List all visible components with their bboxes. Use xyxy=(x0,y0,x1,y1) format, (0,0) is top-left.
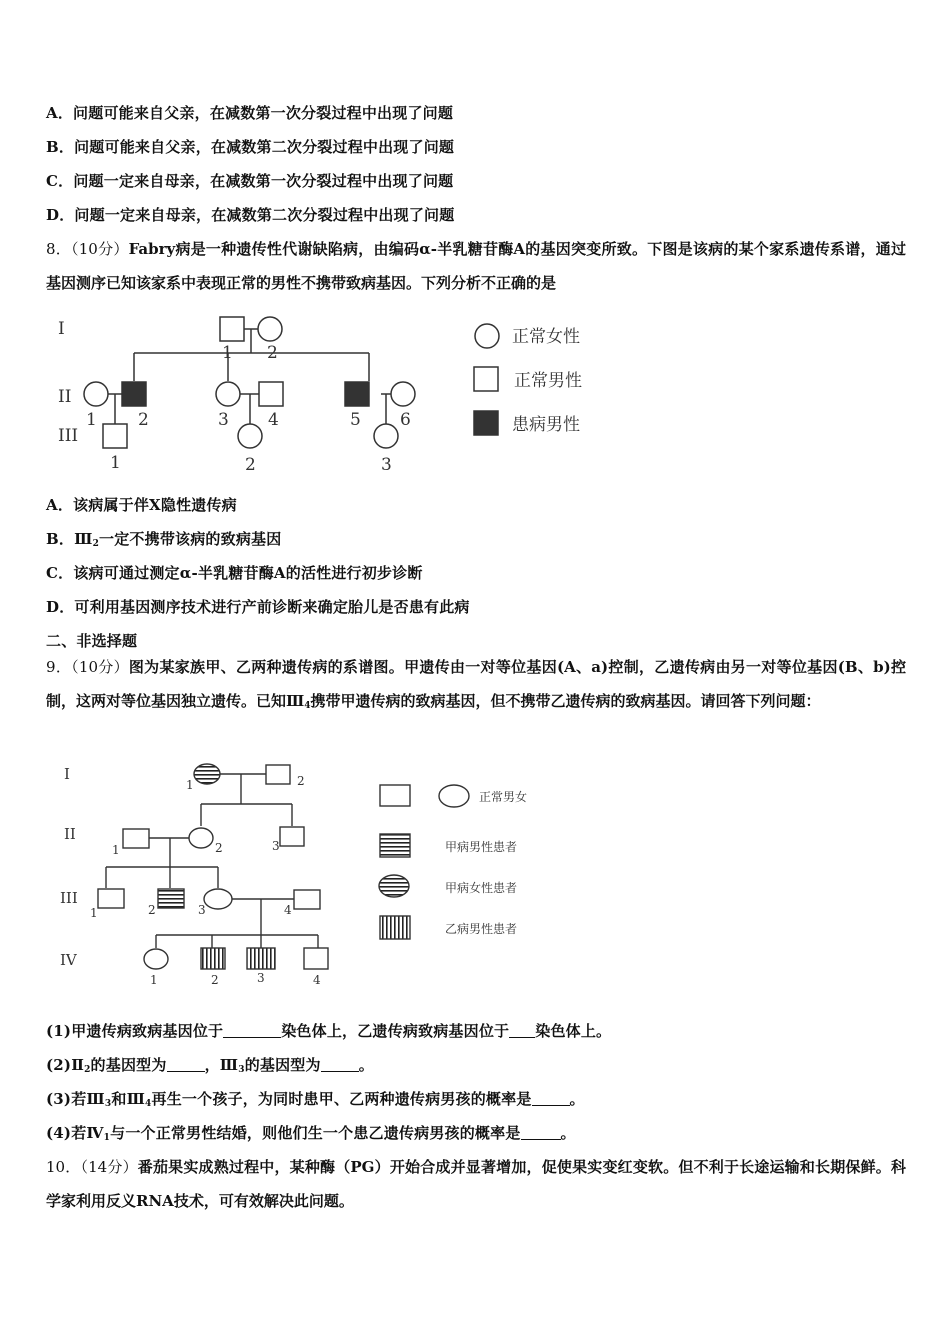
q9-III2-male-disease-a xyxy=(158,889,184,908)
svg-text:1: 1 xyxy=(90,906,98,920)
answer-blank[interactable] xyxy=(509,1023,535,1038)
svg-text:5: 5 xyxy=(350,410,361,430)
q9-gen-label-2: II xyxy=(64,825,76,843)
svg-text:1: 1 xyxy=(150,973,158,987)
q8-legend-label-female: 正常女性 xyxy=(512,327,580,347)
svg-text:3: 3 xyxy=(272,839,280,853)
svg-text:2: 2 xyxy=(297,774,305,788)
q8-legend-affected-symbol xyxy=(474,411,498,435)
q9-legend-label-normal: 正常男女 xyxy=(479,790,528,804)
q9-legend-disease-a-male-symbol xyxy=(380,834,410,857)
answer-blank[interactable] xyxy=(223,1023,281,1038)
q8-option-d: D．可利用基因测序技术进行产前诊断来确定胎儿是否患有此病 xyxy=(46,598,470,616)
q8-II4-male-normal xyxy=(259,382,283,406)
q8-I2-female-normal xyxy=(258,317,282,341)
q9-legend-label-disease-a-male: 甲病男性患者 xyxy=(445,840,518,854)
q9-IV1-female-normal xyxy=(144,949,168,969)
answer-blank[interactable] xyxy=(521,1125,561,1140)
q7-option-c: C．问题一定来自母亲，在减数第一次分裂过程中出现了问题 xyxy=(46,172,454,190)
q9-gen-label-3: III xyxy=(60,889,78,907)
q8-stem: 8．（10分）Fabry病是一种遗传性代谢缺陷病，由编码α-半乳糖苷酶A的基因突变所致。下图是该病的某个家系遗传系谱，通过基因测序已知该家系中表现正常的男性不携带致病基因。下列分析不正确的是 xyxy=(46,240,906,292)
q9-legend-label-disease-b-male: 乙病男性患者 xyxy=(445,922,518,936)
svg-text:1: 1 xyxy=(110,453,121,473)
q9-III3-female-normal xyxy=(204,889,232,909)
svg-text:1: 1 xyxy=(86,410,97,430)
q9-IV3-male-disease-b xyxy=(247,948,275,969)
q9-gen-label-1: I xyxy=(64,765,70,783)
svg-text:3: 3 xyxy=(218,410,229,430)
q9-gen-label-4: IV xyxy=(60,951,77,969)
q8-II1-female-normal xyxy=(84,382,108,406)
q8-II6-female-normal xyxy=(391,382,415,406)
q8-II3-female-normal xyxy=(216,382,240,406)
q9-II1-male-normal xyxy=(123,829,149,848)
q7-option-a: A．问题可能来自父亲，在减数第一次分裂过程中出现了问题 xyxy=(46,104,454,122)
q9-IV2-male-disease-b xyxy=(201,948,225,969)
q8-III2-female-normal xyxy=(238,424,262,448)
q9-pedigree-figure xyxy=(46,762,566,994)
q8-legend-label-affected: 患病男性 xyxy=(512,415,580,435)
q8-gen-label-3: III xyxy=(58,426,79,446)
answer-blank[interactable] xyxy=(532,1091,570,1106)
q8-legend-male-symbol xyxy=(474,367,498,391)
svg-text:2: 2 xyxy=(215,841,223,855)
q9-subquestion-4: (4)若$Ⅳ_1$与一个正常男性结婚，则他们生一个患乙遗传病男孩的概率是 。 xyxy=(46,1124,576,1143)
q9-subquestion-2: $(2)Ⅱ_2$的基因型为 ，$Ⅲ_3$的基因型为 。 xyxy=(46,1056,374,1075)
svg-text:4: 4 xyxy=(268,410,279,430)
svg-text:2: 2 xyxy=(245,455,256,475)
q9-I2-male-normal xyxy=(266,765,290,784)
q8-option-a: A．该病属于伴X隐性遗传病 xyxy=(46,496,237,514)
svg-text:3: 3 xyxy=(381,455,392,475)
q7-option-d: D．问题一定来自母亲，在减数第二次分裂过程中出现了问题 xyxy=(46,206,455,224)
q9-III4-male-normal xyxy=(294,890,320,909)
q10-stem: 10．（14分）番茄果实成熟过程中，某种酶（PG）开始合成并显著增加，促使果实变红变软。但不利于长途运输和长期保鲜。科学家利用反义RNA技术，可有效解决此问题。 xyxy=(46,1158,906,1210)
svg-text:6: 6 xyxy=(400,410,411,430)
q9-I1-female-disease-a xyxy=(194,764,220,784)
q9-III1-male-normal xyxy=(98,889,124,908)
q9-legend-disease-b-male-symbol xyxy=(380,916,410,939)
q8-II2-male-affected xyxy=(122,382,146,406)
q9-II3-male-normal xyxy=(280,827,304,846)
q8-option-b: B．$Ⅲ_2$一定不携带该病的致病基因 xyxy=(46,530,282,549)
svg-text:3: 3 xyxy=(257,971,265,985)
q9-legend-label-disease-a-female: 甲病女性患者 xyxy=(445,881,518,895)
q9-II2-female-normal xyxy=(189,828,213,848)
svg-text:2: 2 xyxy=(267,343,278,363)
q9-stem: 9．（10分）图为某家族甲、乙两种遗传病的系谱图。甲遗传由一对等位基因(A、a)控制，乙遗传病由另一对等位基因(B、b)控制，这两对等位基因独立遗传。已知$Ⅲ_4$携带甲遗传病的致病基因，但不携带乙遗传病的致病基因。请回答下列问题： xyxy=(46,658,906,711)
q8-III3-female-normal xyxy=(374,424,398,448)
q8-legend-label-male: 正常男性 xyxy=(514,371,582,391)
q8-gen-label-2: II xyxy=(58,387,72,407)
svg-text:3: 3 xyxy=(198,903,206,917)
q8-option-c: C．该病可通过测定α-半乳糖苷酶A的活性进行初步诊断 xyxy=(46,564,423,582)
svg-text:1: 1 xyxy=(222,343,233,363)
q9-subquestion-3: (3)若$Ⅲ_3$和$Ⅲ_4$再生一个孩子，为同时患甲、乙两种遗传病男孩的概率是 。 xyxy=(46,1090,585,1109)
q8-II5-male-affected xyxy=(345,382,369,406)
section-heading-non-choice: 二、非选择题 xyxy=(46,632,138,650)
svg-text:4: 4 xyxy=(284,903,292,917)
q9-legend-disease-a-female-symbol xyxy=(379,875,409,897)
q9-IV4-male-normal xyxy=(304,948,328,969)
q7-option-b: B．问题可能来自父亲，在减数第二次分裂过程中出现了问题 xyxy=(46,138,455,156)
q9-legend-normal-female-symbol xyxy=(439,785,469,807)
answer-blank[interactable] xyxy=(321,1057,359,1072)
q8-pedigree-figure xyxy=(46,308,626,480)
svg-text:1: 1 xyxy=(186,778,194,792)
answer-blank[interactable] xyxy=(167,1057,205,1072)
q8-III1-male-normal xyxy=(103,424,127,448)
svg-text:1: 1 xyxy=(112,843,120,857)
svg-text:2: 2 xyxy=(211,973,219,987)
q8-I1-male-normal xyxy=(220,317,244,341)
svg-text:2: 2 xyxy=(138,410,149,430)
q8-gen-label-1: I xyxy=(58,319,65,339)
svg-text:4: 4 xyxy=(313,973,321,987)
q8-legend-female-symbol xyxy=(475,324,499,348)
q9-legend-normal-male-symbol xyxy=(380,785,410,806)
q9-subquestion-1: (1)甲遗传病致病基因位于 染色体上，乙遗传病致病基因位于 染色体上。 xyxy=(46,1022,612,1040)
svg-text:2: 2 xyxy=(148,903,156,917)
